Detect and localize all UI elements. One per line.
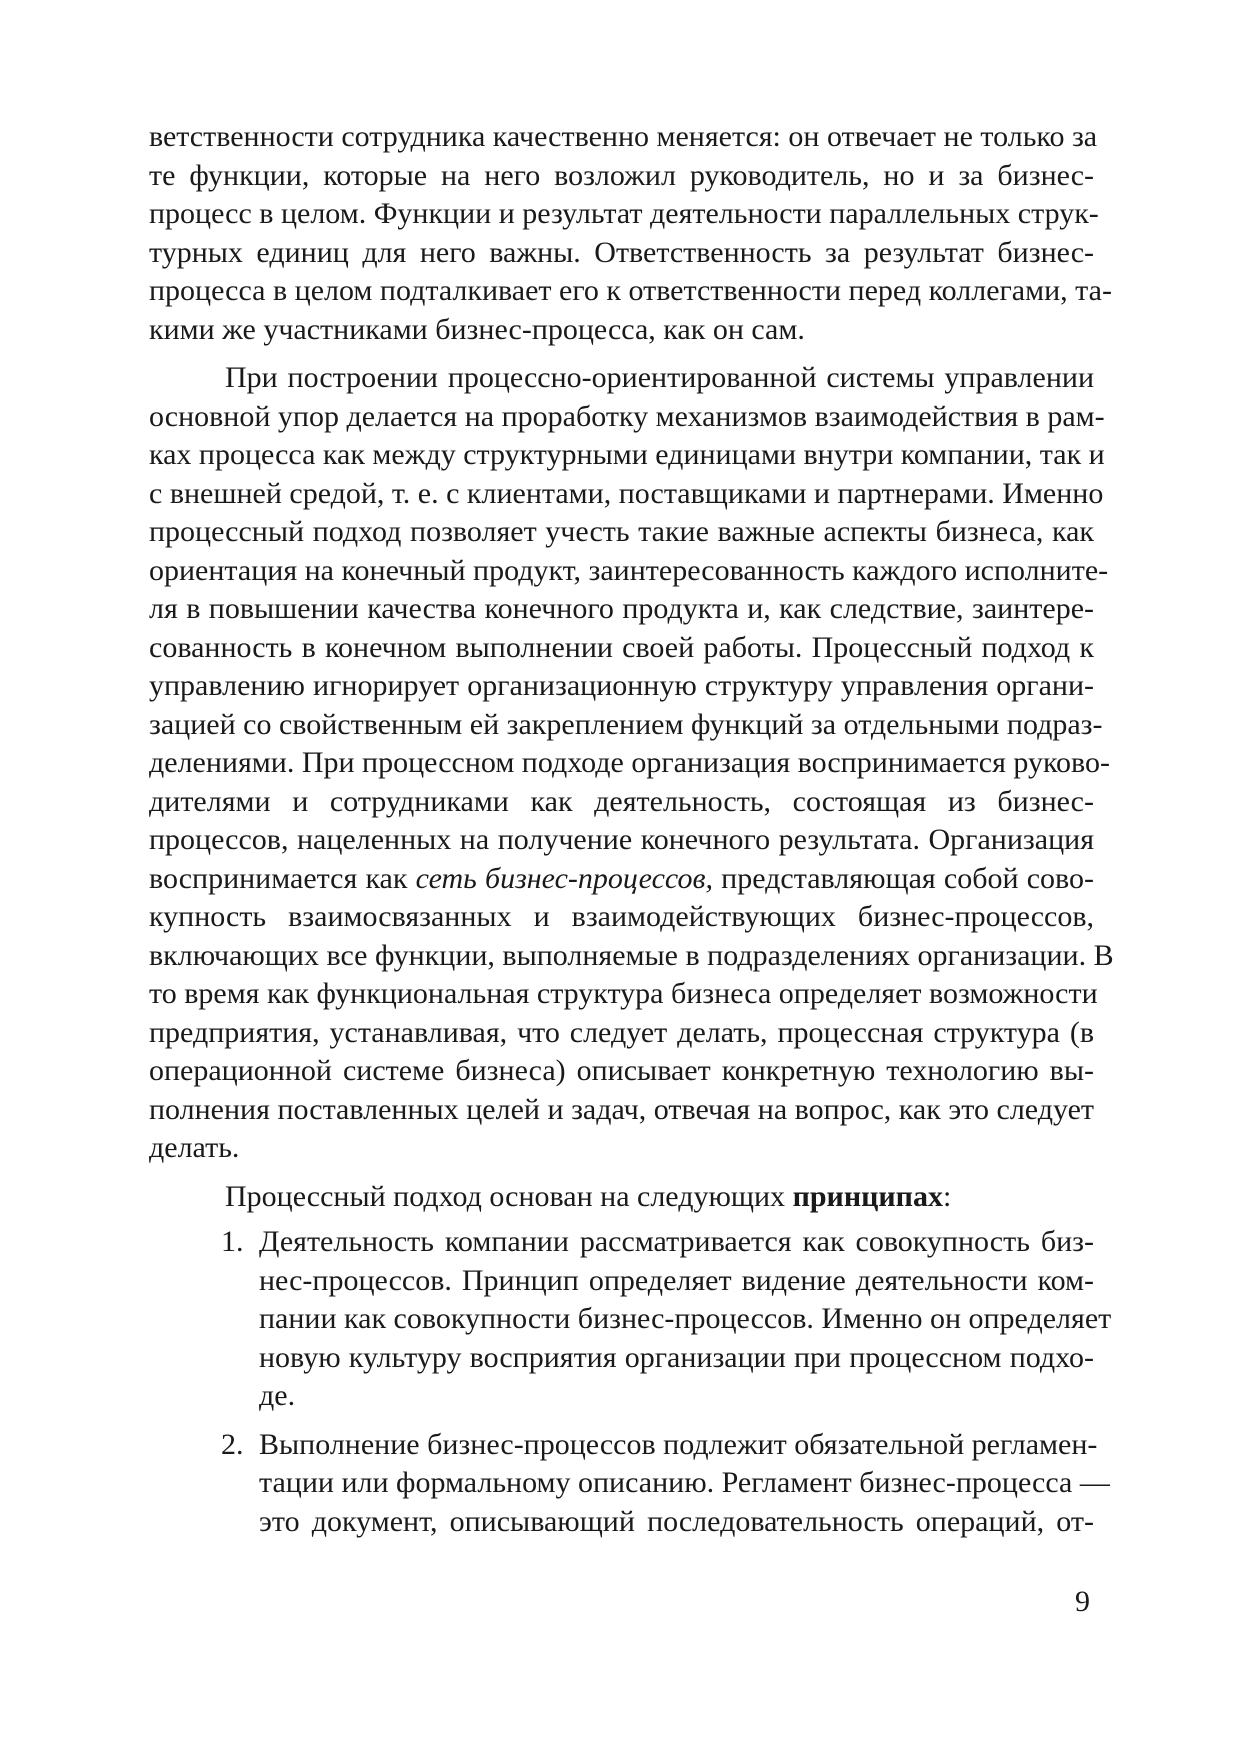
text-line: При построении процессно-ориентированной системы управлении bbox=[225, 361, 1094, 394]
list-item bbox=[149, 1223, 1112, 1416]
text-line: нес-процессов. Принцип определяет видение деятельности ком- bbox=[259, 1263, 1094, 1297]
text-line: это документ, описывающий последовательность операций, от- bbox=[259, 1504, 1094, 1538]
text-line: те функции, которые на него возложил руководитель, но и за бизнес- bbox=[149, 158, 1094, 192]
text-line: процесс в целом. Функции и результат деятельности параллельных струк- bbox=[149, 197, 1099, 230]
principles-intro bbox=[149, 1178, 1094, 1217]
text-segment: воспринимается как bbox=[149, 861, 416, 895]
text-line-with-italic bbox=[149, 860, 1094, 899]
text-segment: : bbox=[942, 1179, 952, 1213]
list-number: 1. bbox=[221, 1225, 244, 1258]
principles-list bbox=[149, 1223, 1112, 1541]
text-line: включающих все функции, выполняемые в подразделениях организации. В bbox=[149, 938, 1114, 972]
text-line: новую культуру восприятия организации при процессном подхо- bbox=[259, 1340, 1094, 1374]
text-line: делениями. При процессном подходе организация воспринимается руково- bbox=[149, 746, 1110, 779]
text-line: Деятельность компании рассматривается как совокупность биз- bbox=[259, 1225, 1094, 1258]
text-line: управлению игнорирует организационную структуру управления органи- bbox=[149, 669, 1094, 702]
text-line: пании как совокупности бизнес-процессов. Именно он определяет bbox=[259, 1302, 1112, 1335]
paragraph-2 bbox=[149, 359, 1114, 1168]
italic-term: сеть бизнес-процессов, bbox=[415, 861, 713, 895]
text-line: тации или формальному описанию. Регламент бизнес-процесса — bbox=[259, 1466, 1110, 1499]
text-segment: представляющая собой сово- bbox=[712, 861, 1094, 895]
text-line: купность взаимосвязанных и взаимодействующих бизнес-процессов, bbox=[149, 900, 1094, 933]
text-line: зацией со свойственным ей закреплением функций за отдельными подраз- bbox=[149, 707, 1103, 741]
text-line: сованность в конечном выполнении своей работы. Процессный подход к bbox=[149, 630, 1094, 664]
text-line: операционной системе бизнеса) описывает конкретную технологию вы- bbox=[149, 1054, 1094, 1087]
text-line: процесса в целом подталкивает его к ответственности перед коллегами, та- bbox=[149, 274, 1112, 307]
text-line: предприятия, устанавливая, что следует делать, процессная структура (в bbox=[149, 1015, 1094, 1049]
text-line: де. bbox=[259, 1379, 296, 1412]
page-number: 9 bbox=[1075, 1585, 1090, 1618]
text-line: полнения поставленных целей и задач, отвечая на вопрос, как это следует bbox=[149, 1092, 1094, 1126]
text-line: процессный подход позволяет учесть такие важные аспекты бизнеса, как bbox=[149, 515, 1094, 548]
text-line: процессов, нацеленных на получение конечного результата. Организация bbox=[149, 823, 1094, 856]
bold-term: принципах bbox=[792, 1179, 943, 1213]
text-segment: Процессный подход основан на следующих bbox=[225, 1179, 793, 1213]
text-line: основной упор делается на проработку механизмов взаимодействия в рам- bbox=[149, 399, 1105, 433]
text-line: турных единиц для него важны. Ответственность за результат бизнес- bbox=[149, 235, 1094, 269]
text-line: Выполнение бизнес-процессов подлежит обязательной регламен- bbox=[259, 1427, 1098, 1461]
text-line: дителями и сотрудниками как деятельность, состоящая из бизнес- bbox=[149, 784, 1094, 818]
text-line: делать. bbox=[149, 1131, 240, 1164]
text-line: то время как функциональная структура бизнеса определяет возможности bbox=[149, 977, 1098, 1010]
text-line: с внешней средой, т. е. с клиентами, поставщиками и партнерами. Именно bbox=[149, 476, 1104, 510]
text-line: ках процесса как между структурными единицами внутри компании, так и bbox=[149, 438, 1105, 471]
list-number: 2. bbox=[221, 1427, 244, 1461]
text-line: ориентация на конечный продукт, заинтересованность каждого исполните- bbox=[149, 553, 1109, 587]
text-line: кими же участниками бизнес-процесса, как он сам. bbox=[149, 312, 805, 346]
text-line: ветственности сотрудника качественно меняется: он отвечает не только за bbox=[149, 120, 1098, 153]
document-page bbox=[149, 118, 1114, 1571]
text-line: ля в повышении качества конечного продукта и, как следствие, заинтере- bbox=[149, 592, 1094, 625]
list-item bbox=[149, 1426, 1110, 1542]
paragraph-1 bbox=[149, 118, 1112, 349]
